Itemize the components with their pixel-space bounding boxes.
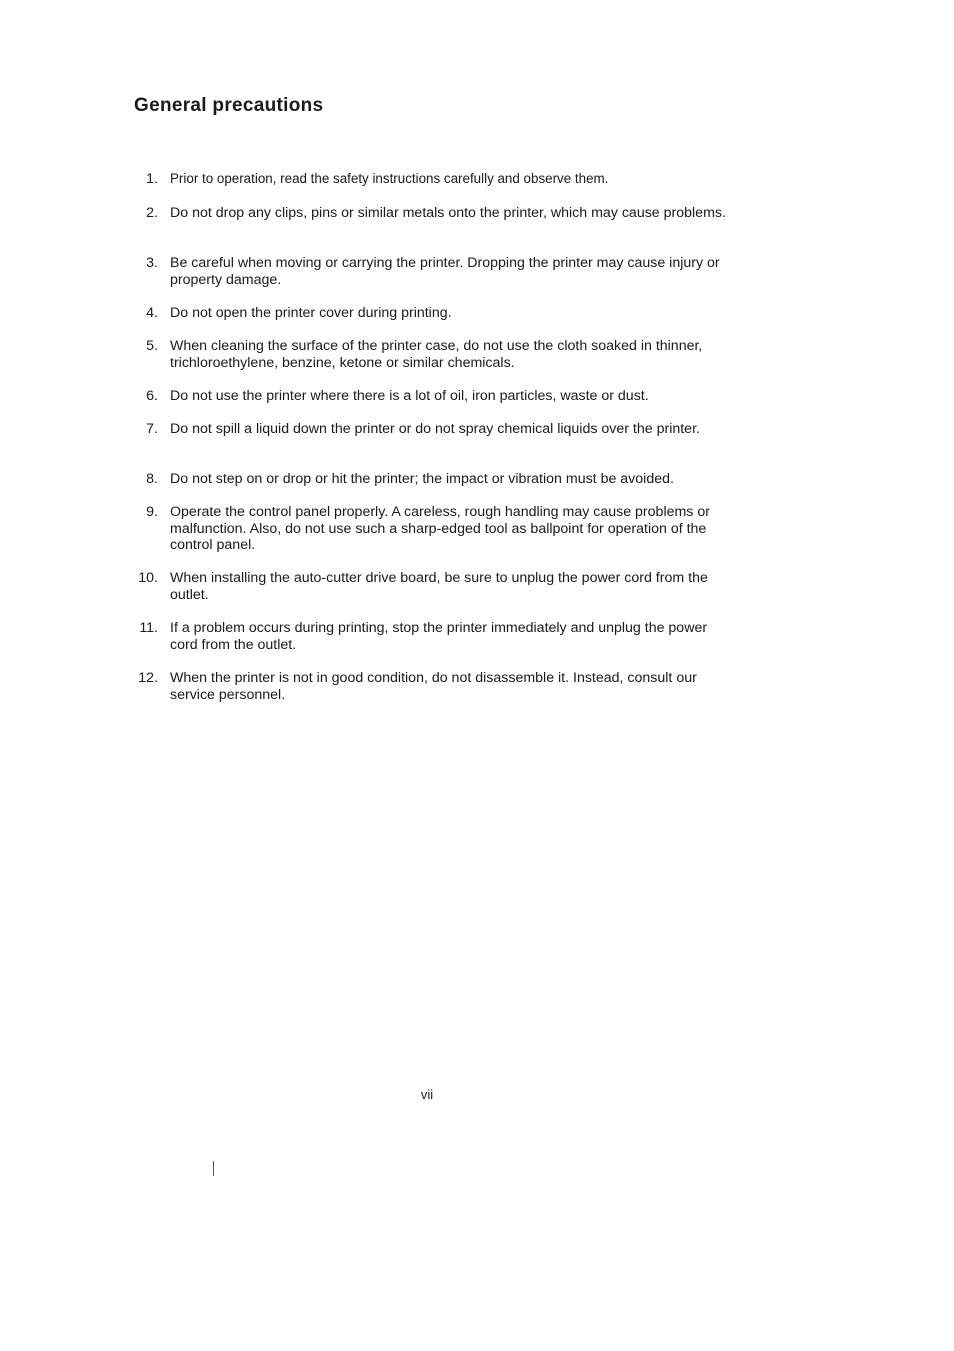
item-number: 11. — [139, 620, 158, 636]
item-number: 4. — [146, 305, 158, 321]
item-number: 10. — [138, 570, 158, 586]
item-number: 9. — [146, 504, 158, 520]
item-text: Do not drop any clips, pins or similar metals onto the printer, which may cause problems. — [170, 205, 726, 221]
item-number: 6. — [146, 388, 158, 404]
page-footer — [0, 1087, 954, 1102]
item-number: 5. — [146, 338, 158, 354]
page-number: vii — [420, 1087, 434, 1102]
item-text: When cleaning the surface of the printer case, do not use the cloth soaked in thinner, trichloroethylene, benzine, ketone or similar chemicals. — [170, 338, 703, 371]
item-number: 8. — [146, 471, 158, 487]
item-text: Prior to operation, read the safety instructions carefully and observe them. — [170, 171, 609, 186]
item-text: Operate the control panel properly. A careless, rough handling may cause problems or malfunction. Also, do not use such a sharp-edged tool as ballpoint for operation of the control panel. — [170, 504, 710, 553]
item-text: Do not use the printer where there is a lot of oil, iron particles, waste or dust. — [170, 388, 649, 404]
item-number: 1. — [146, 171, 158, 187]
item-text: Do not spill a liquid down the printer or do not spray chemical liquids over the printer. — [170, 421, 700, 437]
item-text: If a problem occurs during printing, stop the printer immediately and unplug the power cord from the outlet. — [170, 620, 708, 653]
scan-mark — [213, 1161, 214, 1176]
item-text: When the printer is not in good condition, do not disassemble it. Instead, consult our service personnel. — [170, 670, 697, 703]
item-text: Be careful when moving or carrying the printer. Dropping the printer may cause injury or property damage. — [170, 255, 720, 288]
item-number: 7. — [146, 421, 158, 437]
item-text: When installing the auto-cutter drive board, be sure to unplug the power cord from the outlet. — [170, 570, 708, 603]
item-text: Do not open the printer cover during printing. — [170, 305, 452, 321]
page-title: General precautions — [134, 95, 324, 116]
item-number: 3. — [146, 255, 158, 271]
item-number: 2. — [146, 205, 158, 221]
item-number: 12. — [138, 670, 158, 686]
item-text: Do not step on or drop or hit the printer; the impact or vibration must be avoided. — [170, 471, 674, 487]
